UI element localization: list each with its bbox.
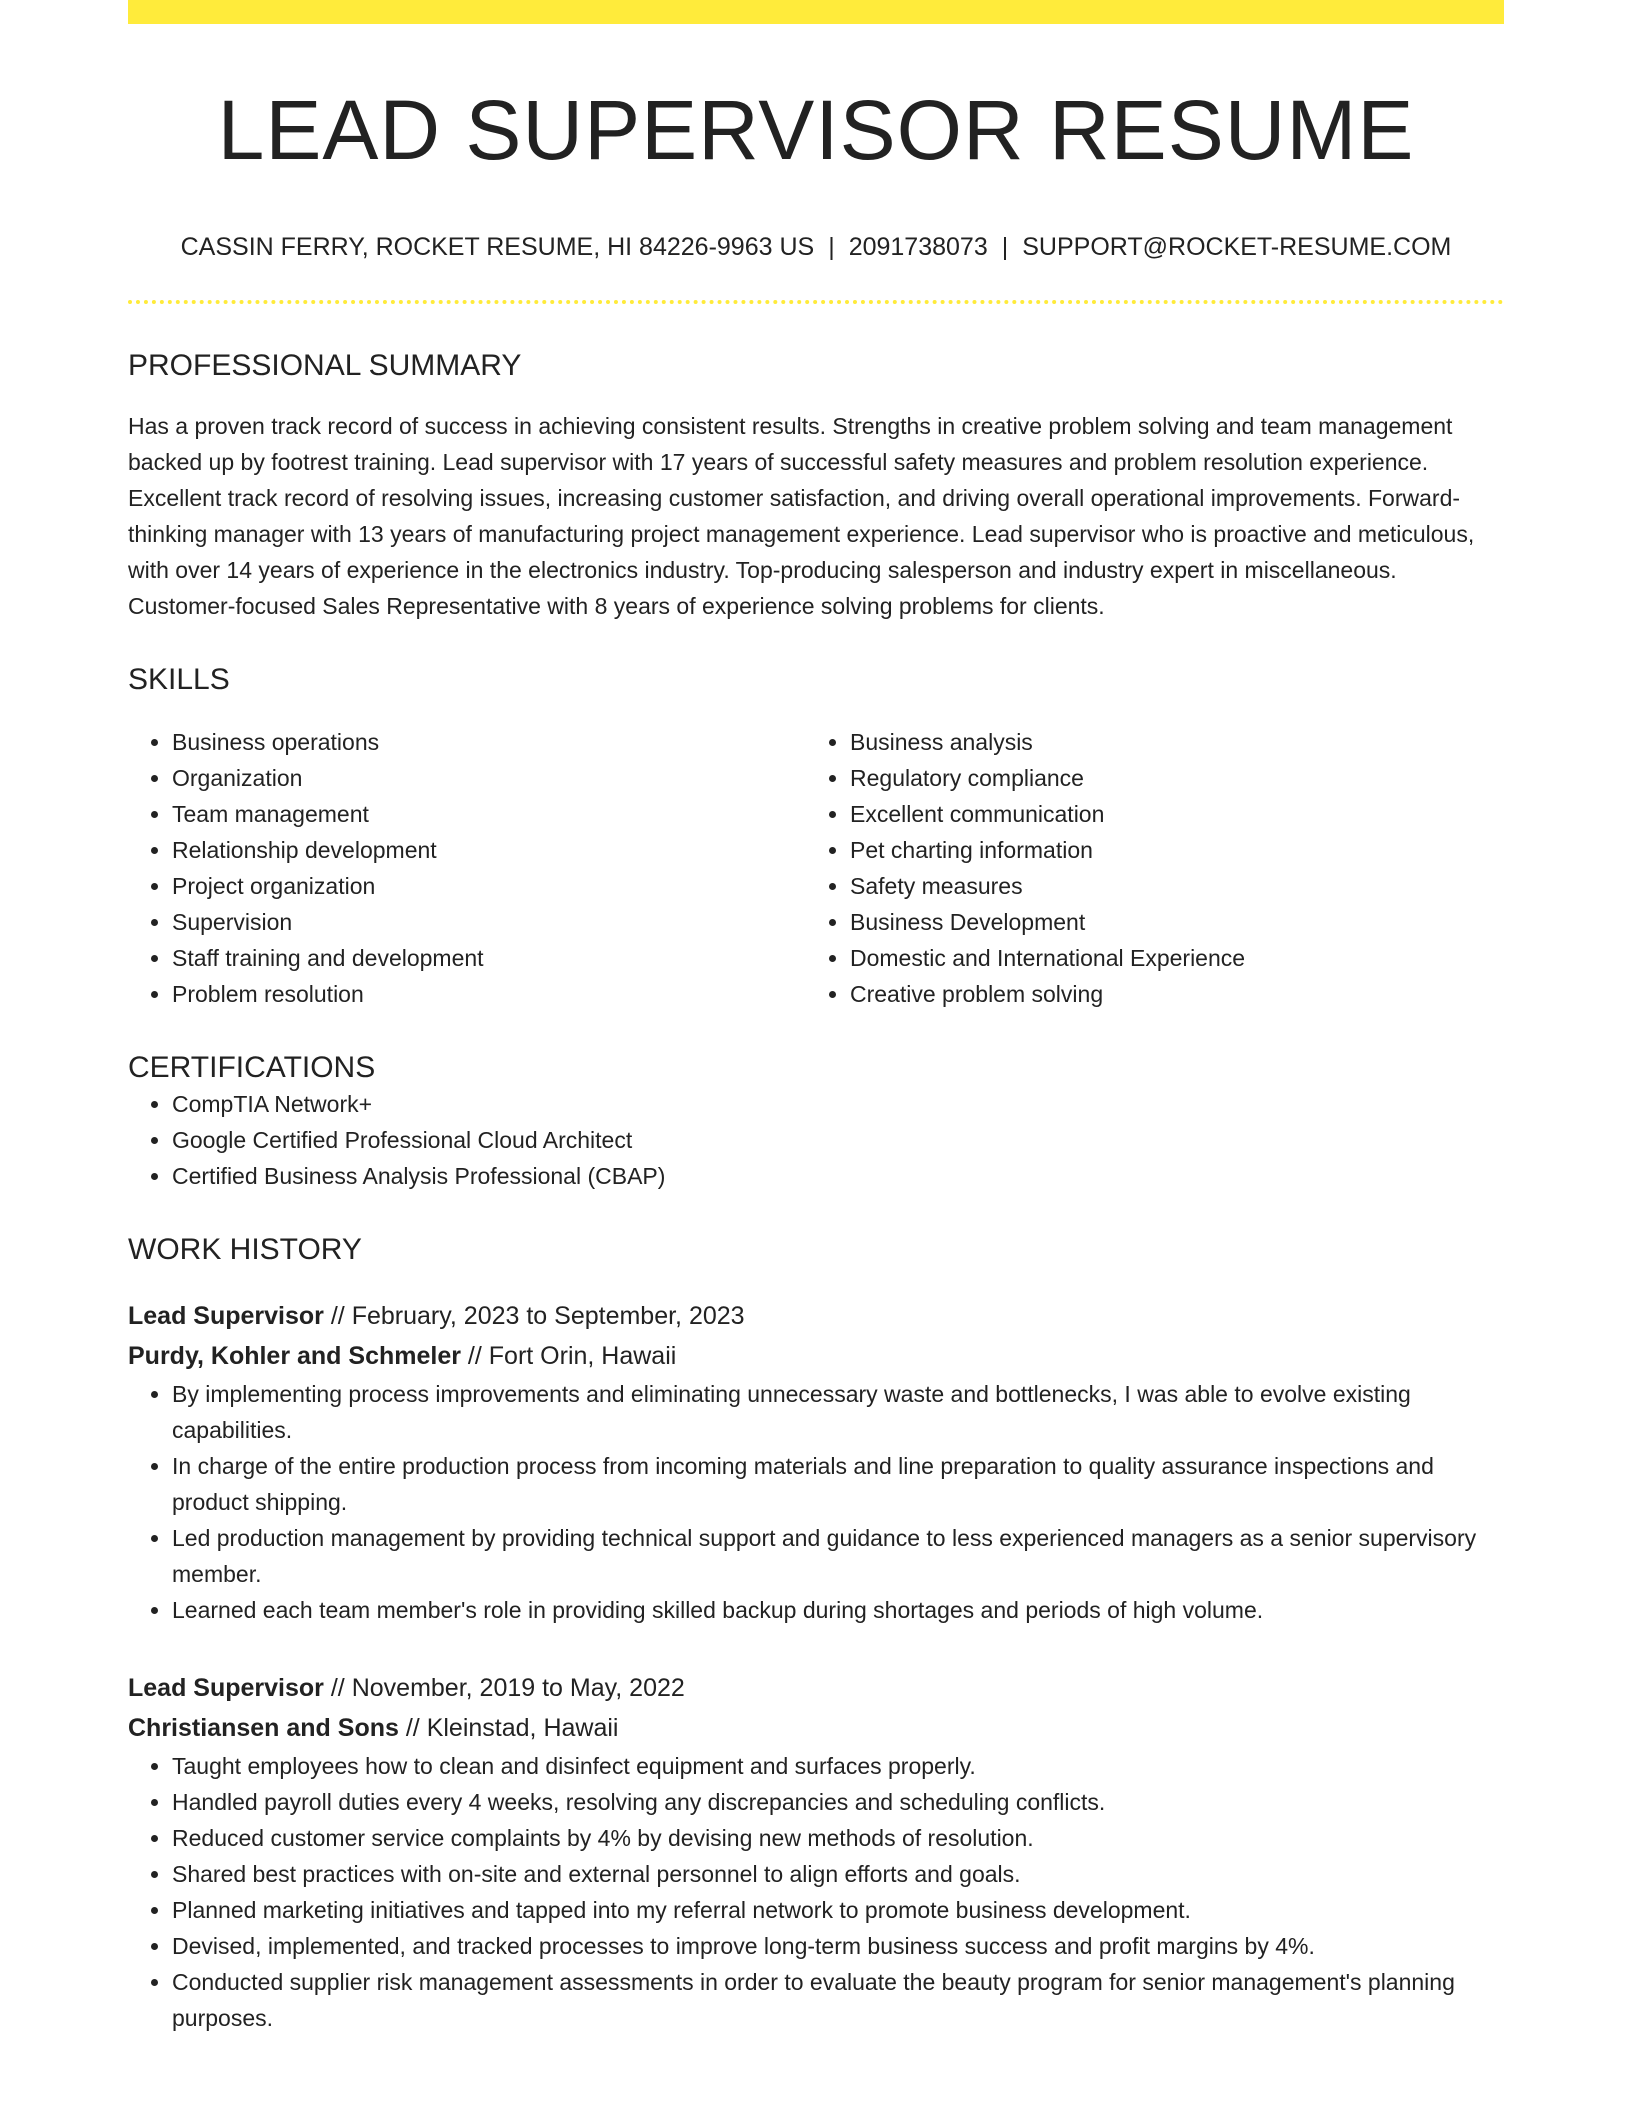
job-company: Christiansen and Sons [128, 1714, 399, 1743]
date-separator: // [405, 1714, 420, 1743]
top-accent-bar [128, 0, 1504, 24]
skill-item: • Business Development [850, 904, 1484, 940]
job-company-line [128, 1708, 1504, 1748]
skill-item: • Safety measures [850, 868, 1484, 904]
skill-item: • Organization [172, 760, 806, 796]
job-bullet: • Learned each team member's role in providing skilled backup during shortages and periods of high volume. [172, 1592, 1504, 1628]
skill-item: • Creative problem solving [850, 976, 1484, 1012]
job-company-line [128, 1336, 1504, 1376]
contact-email: SUPPORT@ROCKET-RESUME.COM [1022, 233, 1452, 262]
skills-column-left [128, 724, 806, 1012]
skill-item: • Pet charting information [850, 832, 1484, 868]
job-bullet-list [128, 1376, 1504, 1628]
contact-separator: | [828, 233, 835, 262]
skills-column-right [806, 724, 1484, 1012]
skill-item: • Staff training and development [172, 940, 806, 976]
skills-list-right [806, 724, 1484, 1012]
job-bullet: • Devised, implemented, and tracked processes to improve long-term business success and profit margins by 4%. [172, 1928, 1504, 1964]
date-separator: // [467, 1342, 482, 1371]
job-dates: February, 2023 to September, 2023 [351, 1302, 745, 1331]
job-title: Lead Supervisor [128, 1302, 324, 1331]
job-bullet: • Led production management by providing technical support and guidance to less experienced managers as a senior supervisory member. [172, 1520, 1504, 1592]
job-title-line [128, 1668, 1504, 1708]
summary-heading: PROFESSIONAL SUMMARY [128, 349, 522, 383]
dotted-divider [128, 300, 1504, 304]
job-bullet: • Taught employees how to clean and disinfect equipment and surfaces properly. [172, 1748, 1504, 1784]
job-entry [128, 1296, 1504, 1628]
skill-item: • Business analysis [850, 724, 1484, 760]
contact-separator: | [1001, 233, 1009, 262]
skill-item: • Team management [172, 796, 806, 832]
job-bullet: • Conducted supplier risk management assessments in order to evaluate the beauty program for senior management's planning purposes. [172, 1964, 1504, 2036]
job-bullet: • Reduced customer service complaints by 4% by devising new methods of resolution. [172, 1820, 1504, 1856]
certification-item: • Google Certified Professional Cloud Architect [172, 1122, 1504, 1158]
job-bullet: • Planned marketing initiatives and tapped into my referral network to promote business development. [172, 1892, 1504, 1928]
certification-item: • CompTIA Network+ [172, 1086, 1504, 1122]
date-separator: // [330, 1674, 345, 1703]
job-entry [128, 1668, 1504, 2036]
job-company: Purdy, Kohler and Schmeler [128, 1342, 461, 1371]
job-bullet: • Handled payroll duties every 4 weeks, resolving any discrepancies and scheduling conflicts. [172, 1784, 1504, 1820]
skill-item: • Project organization [172, 868, 806, 904]
contact-address: CASSIN FERRY, ROCKET RESUME, HI 84226-9963 US [180, 233, 815, 262]
job-location: Kleinstad, Hawaii [426, 1714, 619, 1743]
skills-grid [128, 724, 1504, 1012]
page-title: LEAD SUPERVISOR RESUME [217, 83, 1415, 177]
skill-item: • Relationship development [172, 832, 806, 868]
job-dates: November, 2019 to May, 2022 [351, 1674, 685, 1703]
job-bullet: • By implementing process improvements and eliminating unnecessary waste and bottlenecks, I was able to evolve existing capabilities. [172, 1376, 1504, 1448]
job-bullet: • In charge of the entire production process from incoming materials and line preparation to quality assurance inspections and product shipping. [172, 1448, 1504, 1520]
skills-list-left [128, 724, 806, 1012]
skill-item: • Problem resolution [172, 976, 806, 1012]
job-title: Lead Supervisor [128, 1674, 324, 1703]
job-bullet-list [128, 1748, 1504, 2036]
resume-page [128, 0, 1504, 2036]
skill-item: • Regulatory compliance [850, 760, 1484, 796]
skill-item: • Supervision [172, 904, 806, 940]
skill-item: • Business operations [172, 724, 806, 760]
certification-item: • Certified Business Analysis Professional (CBAP) [172, 1158, 1504, 1194]
contact-line [128, 232, 1504, 262]
summary-text: Has a proven track record of success in achieving consistent results. Strengths in creative problem solving and team management backed up by footrest training. Lead supervisor with 17 years of successful safety measures and problem resolution experience. Excellent track record of resolving issues, increasing customer satisfaction, and driving overall operational improvements. Forward-thinking manager with 13 years of manufacturing project management experience. Lead supervisor who is proactive and meticulous, with over 14 years of experience in the electronics industry. Top-producing salesperson and industry expert in miscellaneous. Customer-focused Sales Representative with 8 years of experience solving problems for clients. [128, 413, 1475, 620]
skill-item: • Excellent communication [850, 796, 1484, 832]
job-title-line [128, 1296, 1504, 1336]
job-location: Fort Orin, Hawaii [488, 1342, 677, 1371]
skill-item: • Domestic and International Experience [850, 940, 1484, 976]
certifications-list [128, 1086, 1504, 1194]
work-history-heading: WORK HISTORY [128, 1233, 362, 1267]
job-bullet: • Shared best practices with on-site and external personnel to align efforts and goals. [172, 1856, 1504, 1892]
skills-heading: SKILLS [128, 663, 230, 697]
certifications-heading: CERTIFICATIONS [128, 1051, 376, 1085]
date-separator: // [330, 1302, 345, 1331]
contact-phone: 2091738073 [848, 233, 988, 262]
